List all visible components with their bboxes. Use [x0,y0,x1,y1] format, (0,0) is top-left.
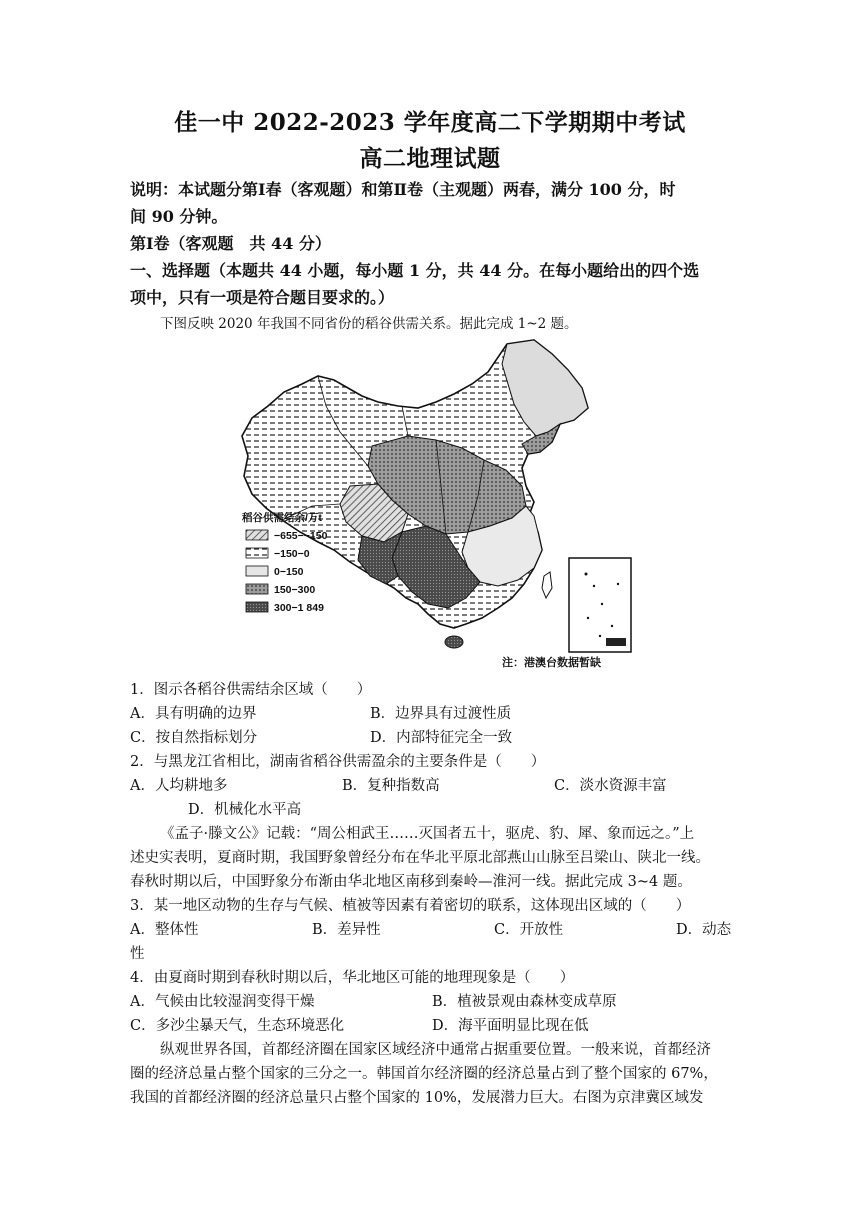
taiwan-island [542,572,552,598]
q3-stem: 3．某一地区动物的生存与气候、植被等因素有着密切的联系，这体现出区域的（ ） [130,898,691,914]
legend-swatch-4 [246,584,268,594]
q2-stem: 2．与黑龙江省相比，湖南省稻谷供需盈余的主要条件是（ ） [130,754,546,770]
legend-label-5: 300−1 849 [274,602,324,614]
passage-2-line-2: 述史实表明，夏商时期，我国野象曾经分布在华北平原北部燕山山脉至吕梁山、陕北一线。 [130,850,710,866]
q4-stem: 4．由夏商时期到春秋时期以后，华北地区可能的地理现象是（ ） [130,970,575,986]
part-1-heading: 第Ⅰ卷（客观题 共 44 分） [130,234,331,253]
q1-option-b: B．边界具有过渡性质 [370,706,512,722]
section-1-heading-line-1: 一、选择题（本题共 44 小题，每小题 1 分，共 44 分。在每小题给出的四个选 [130,261,700,280]
china-rice-balance-map [222,336,638,676]
q3-option-c: C．开放性 [494,922,564,938]
q4-option-b: B．植被景观由森林变成草原 [432,994,617,1010]
legend-swatch-3 [246,566,268,576]
passage-2-line-1: 《孟子·滕文公》记载：“周公相武王……灭国者五十，驱虎、豹、犀、象而远之。”上 [160,826,695,842]
q4-option-c: C．多沙尘暴天气，生态环境恶化 [130,1018,345,1034]
q3-option-b: B．差异性 [312,922,381,938]
south-china-sea-inset [569,558,631,652]
passage-3-line-2: 圈的经济总量占整个国家的三分之一。韩国首尔经济圈的经济总量占到了整个国家的 67%， [130,1066,718,1082]
passage-3-line-1: 纵观世界各国，首都经济圈在国家区域经济中通常占据重要位置。一般来说，首都经济 [160,1042,711,1058]
q4-option-a: A．气候由比较湿润变得干燥 [130,994,315,1010]
instructions-line-2: 间 90 分钟。 [130,207,228,226]
legend-swatch-1 [246,530,268,540]
instructions-line-1: 说明：本试题分第Ⅰ春（客观题）和第Ⅱ卷（主观题）两春，满分 100 分，时 [130,180,676,199]
q2-option-a: A．人均耕地多 [130,778,228,794]
q1-stem: 1．图示各稻谷供需结余区域（ ） [130,682,372,698]
exam-subtitle: 高二地理试题 [359,145,501,172]
passage-2-line-3: 春秋时期以后，中国野象分布渐由华北地区南移到秦岭—淮河一线。据此完成 3~4 题。 [130,874,692,890]
q3-option-d-wrap: 性 [130,946,145,962]
q3-option-a: A．整体性 [130,922,199,938]
q1-option-a: A．具有明确的边界 [130,706,257,722]
legend-label-1: −655−−150 [274,530,328,542]
exam-title: 佳一中 2022-2023 学年度高二下学期期中考试 [174,109,686,136]
map-note: 注：港澳台数据暂缺 [502,657,601,669]
q2-option-c: C．淡水资源丰富 [554,778,667,794]
passage-3-line-3: 我国的首都经济圈的经济总量只占整个国家的 10%，发展潜力巨大。右图为京津冀区域发 [130,1090,704,1106]
q1-option-c: C．按自然指标划分 [130,730,258,746]
q4-option-d: D．海平面明显比现在低 [432,1018,589,1034]
q2-option-b: B．复种指数高 [342,778,440,794]
legend-swatch-2 [246,548,268,558]
hainan-island [445,636,463,648]
legend-label-3: 0−150 [274,566,304,578]
q1-option-d: D．内部特征完全一致 [370,730,513,746]
legend-label-2: −150−0 [274,548,310,560]
q2-option-d: D．机械化水平高 [188,802,302,818]
legend-swatch-5 [246,602,268,612]
legend-label-4: 150−300 [274,584,316,596]
legend-title: 稻谷供需结余/万t [242,512,322,524]
q3-option-d: D．动态 [676,922,732,938]
intro-q1-2: 下图反映 2020 年我国不同省份的稻谷供需关系。据此完成 1~2 题。 [160,316,578,332]
section-1-heading-line-2: 项中，只有一项是符合题目要求的。） [130,288,395,307]
